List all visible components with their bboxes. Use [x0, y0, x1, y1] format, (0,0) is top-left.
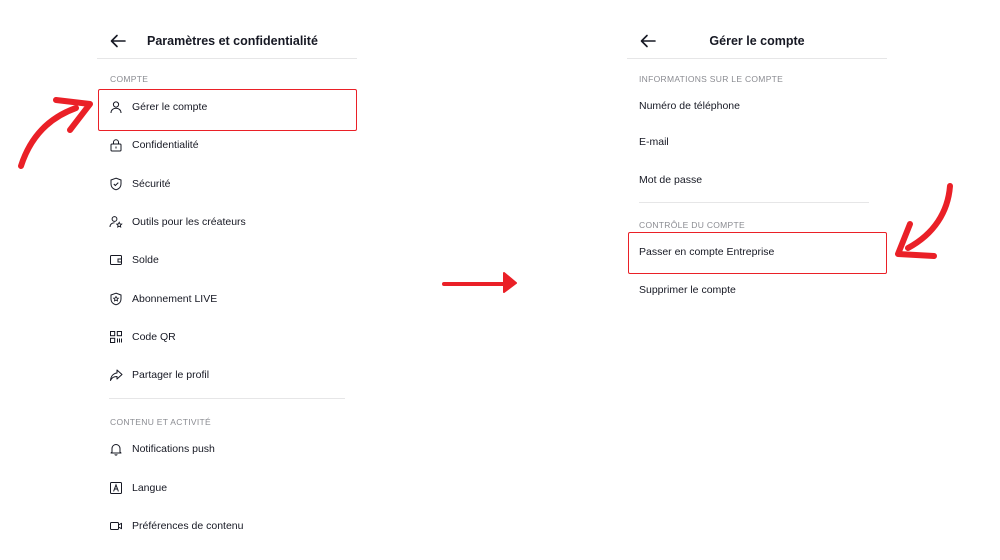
- bell-icon: [109, 442, 123, 456]
- curved-arrow-right-icon: [898, 186, 950, 256]
- menu-item-email[interactable]: [627, 124, 887, 162]
- menu-item-label: Outils pour les créateurs: [132, 216, 246, 228]
- wallet-icon: [109, 253, 123, 267]
- menu-item-content-preferences[interactable]: [97, 508, 357, 546]
- menu-item-label: Partager le profil: [132, 369, 210, 381]
- creator-tools-icon: [109, 215, 123, 229]
- header: [97, 24, 357, 59]
- menu-item-manage-account[interactable]: [97, 89, 357, 127]
- menu-item-label: Sécurité: [132, 178, 171, 190]
- menu-item-balance[interactable]: [97, 242, 357, 280]
- section-title-compte: COMPTE: [110, 74, 149, 84]
- menu-item-label: Abonnement LIVE: [132, 293, 218, 305]
- menu-item-label: Gérer le compte: [132, 101, 208, 113]
- shield-icon: [109, 177, 123, 191]
- menu-item-label: E-mail: [639, 136, 669, 148]
- page-title: Paramètres et confidentialité: [147, 34, 318, 48]
- menu-item-delete-account[interactable]: [627, 272, 887, 310]
- section-title-account-control: CONTRÔLE DU COMPTE: [639, 220, 745, 230]
- divider: [639, 202, 869, 203]
- live-badge-icon: [109, 292, 123, 306]
- share-icon: [109, 368, 123, 382]
- page-title: Gérer le compte: [709, 34, 805, 48]
- menu-item-qr-code[interactable]: [97, 319, 357, 357]
- settings-privacy-screen: [97, 0, 359, 560]
- menu-item-label: Confidentialité: [132, 139, 199, 151]
- menu-item-switch-business-account[interactable]: [627, 234, 887, 272]
- menu-item-privacy[interactable]: [97, 127, 357, 165]
- language-icon: [109, 481, 123, 495]
- video-icon: [109, 519, 123, 533]
- qr-code-icon: [109, 330, 123, 344]
- menu-item-security[interactable]: [97, 166, 357, 204]
- section-title-content-activity: CONTENU ET ACTIVITÉ: [110, 417, 211, 427]
- menu-item-label: Notifications push: [132, 443, 215, 455]
- manage-account-screen: [627, 0, 889, 560]
- menu-item-push-notifications[interactable]: [97, 431, 357, 469]
- menu-item-label: Code QR: [132, 331, 176, 343]
- divider: [109, 398, 345, 399]
- person-icon: [109, 100, 123, 114]
- curved-arrow-left-icon: [21, 100, 90, 166]
- section-title-account-info: INFORMATIONS SUR LE COMPTE: [639, 74, 784, 84]
- menu-item-label: Passer en compte Entreprise: [639, 246, 775, 258]
- menu-item-label: Numéro de téléphone: [639, 100, 740, 112]
- straight-arrow-icon: [444, 273, 516, 292]
- menu-item-live-subscription[interactable]: [97, 281, 357, 319]
- menu-item-label: Solde: [132, 254, 159, 266]
- back-arrow-icon[interactable]: [109, 32, 127, 50]
- menu-item-label: Mot de passe: [639, 174, 703, 186]
- menu-item-password[interactable]: [627, 162, 887, 200]
- lock-icon: [109, 138, 123, 152]
- menu-item-creator-tools[interactable]: [97, 204, 357, 242]
- menu-item-share-profile[interactable]: [97, 357, 357, 395]
- menu-item-label: Préférences de contenu: [132, 520, 244, 532]
- menu-item-label: Supprimer le compte: [639, 284, 736, 296]
- header: [627, 24, 887, 59]
- menu-item-label: Langue: [132, 482, 168, 494]
- menu-item-language[interactable]: [97, 470, 357, 508]
- menu-item-phone-number[interactable]: [627, 88, 887, 126]
